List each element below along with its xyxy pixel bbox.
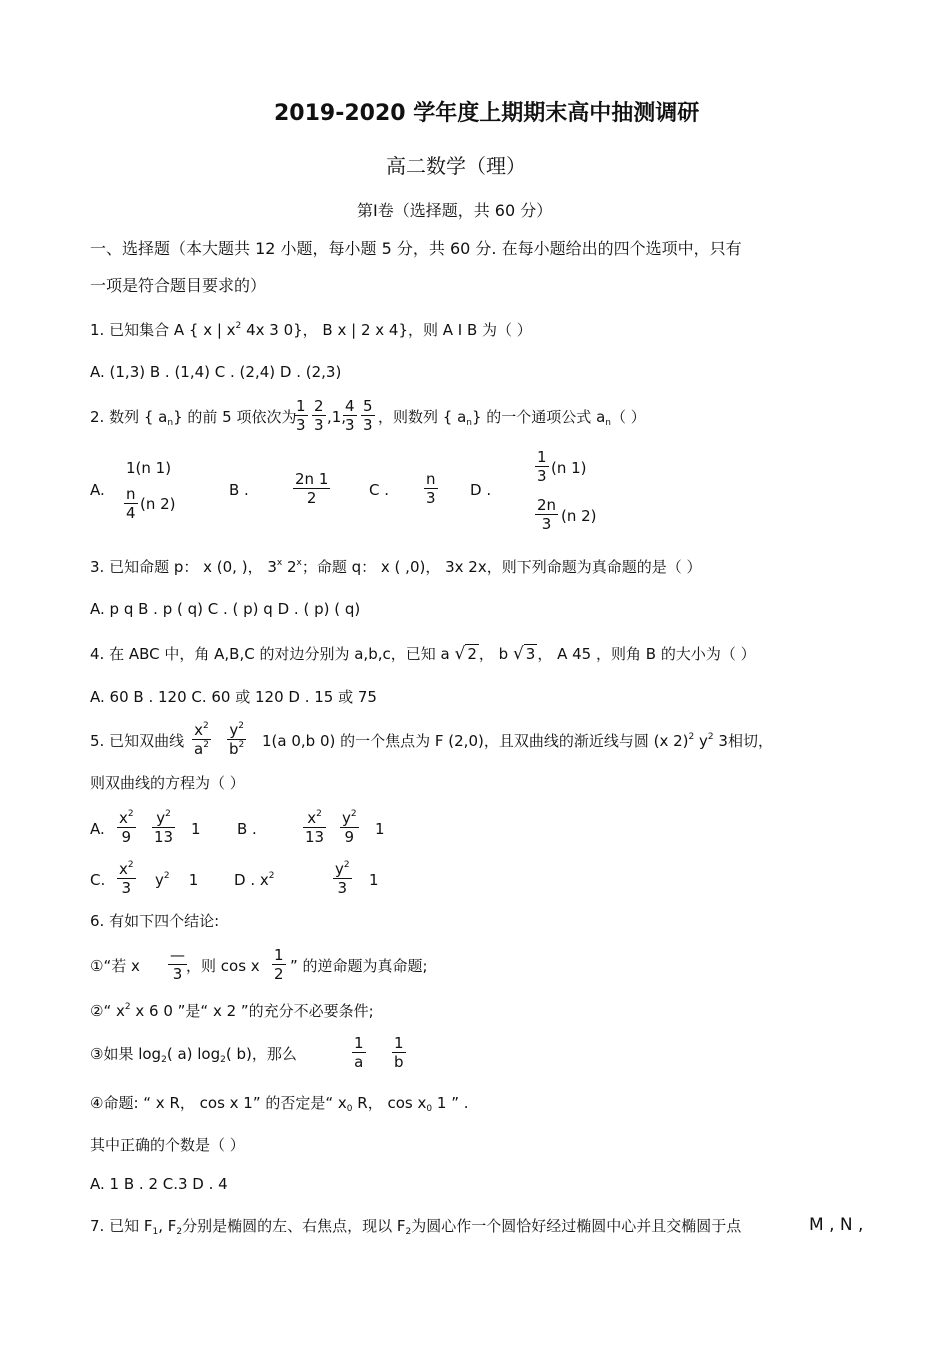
exam-subtitle: 高二数学（理） bbox=[386, 154, 526, 178]
q2-option-a-label: A. bbox=[90, 481, 105, 499]
question-7: 7. 已知 $F_1$, $F_2$分别是椭圆的左、右焦点，现以 $F_2$为圆心作一个圆恰好经过椭圆中心并且交椭圆于点 bbox=[90, 1217, 742, 1237]
q6-statement-2: ②“ $x^2$ x 6 0 ”是“ x 2 ”的充分不必要条件; bbox=[90, 1002, 374, 1020]
q2-option-d-frac2: $\frac{2n}{3}$ bbox=[537, 496, 557, 533]
q6-statement-3-frac1: $\frac{1}{a}$ bbox=[354, 1034, 364, 1071]
q1-stem-a: 1. 已知集合 A { x | x bbox=[90, 321, 236, 339]
q2-term-mid: ,1, bbox=[327, 408, 347, 426]
q2-option-d-top: (n 1) bbox=[551, 459, 587, 477]
q2-term-2: $\frac{2}{3}$ bbox=[314, 397, 324, 434]
q5-option-a-label: A. bbox=[90, 820, 105, 838]
q5-option-a-one: 1 bbox=[191, 820, 201, 838]
q2-term-5: $\frac{5}{3}$ bbox=[363, 397, 373, 434]
q2-option-d-frac1: $\frac{1}{3}$ bbox=[537, 448, 547, 485]
q2-sub-n: n bbox=[167, 418, 174, 428]
q2-stem2: } 的前 5 项依次为 bbox=[173, 408, 297, 426]
q6-count-prompt: 其中正确的个数是（ ） bbox=[90, 1136, 245, 1154]
q1-exp: 2 bbox=[235, 321, 242, 331]
q5-option-d-frac: $\frac{y^2}{3}$ bbox=[335, 860, 350, 897]
q2-option-c-label: C . bbox=[369, 481, 390, 499]
question-7-tail: M , N , bbox=[809, 1215, 864, 1235]
question-5-line2: 则双曲线的方程为（ ） bbox=[90, 774, 245, 792]
q6-options: A. 1 B . 2 C.3 D . 4 bbox=[90, 1175, 228, 1193]
question-2-stem bbox=[90, 407, 296, 427]
q5-option-a-frac2: $\frac{y^2}{13}$ bbox=[154, 809, 174, 846]
q6-statement-3-frac2: $\frac{1}{b}$ bbox=[394, 1034, 404, 1071]
q6-statement-1a: ①“若 x bbox=[90, 957, 140, 975]
section-instructions-2: 一项是符合题目要求的） bbox=[90, 276, 267, 295]
question-4: 4. 在 ABC 中，角 A,B,C 的对边分别为 a,b,c，已知 a √ 2 ， b √ 3 ， A 45 ，则角 B 的大小为（ ） bbox=[90, 644, 756, 664]
section-instructions-1: 一、选择题（本大题共 12 小题，每小题 5 分，共 60 分. 在每小题给出的四个选项中，只有 bbox=[90, 239, 742, 258]
q5-option-c-frac: $\frac{x^2}{3}$ bbox=[119, 860, 134, 897]
q6-statement-3: ③如果 $\log_2$( a) $\log_2$( b)，那么 bbox=[90, 1045, 297, 1065]
question-1 bbox=[90, 320, 532, 340]
q1-options: A. (1,3) B . (1,4) C . (2,4) D . (2,3) bbox=[90, 363, 342, 381]
q1-stem-b: 4x 3 0}， B x | 2 x 4}，则 A I B 为（ ） bbox=[246, 321, 532, 339]
part-heading: 第Ⅰ卷（选择题，共 60 分） bbox=[357, 201, 553, 220]
sqrt-2: √ 2 bbox=[454, 644, 477, 664]
q2-term-4: $\frac{4}{3}$ bbox=[345, 397, 355, 434]
q5-option-d-one: 1 bbox=[369, 871, 379, 889]
q5-option-b-frac2: $\frac{y^2}{9}$ bbox=[342, 809, 357, 846]
q2-option-a-top: 1(n 1) bbox=[126, 459, 172, 477]
q6-statement-1b: ，则 cos x bbox=[186, 957, 260, 975]
q2-option-b-label: B . bbox=[229, 481, 249, 499]
question-3: 3. 已知命题 p： x (0, )， 3$^x$ 2$^x$；命题 q： x ( ,0)， 3x 2x，则下列命题为真命题的是（ ） bbox=[90, 558, 702, 576]
q5-option-d-label: D . $x^2$ bbox=[234, 871, 275, 889]
q5-option-b-frac1: $\frac{x^2}{13}$ bbox=[305, 809, 325, 846]
q2-term-1: $\frac{1}{3}$ bbox=[296, 397, 306, 434]
q2-option-a-bot: (n 2) bbox=[140, 495, 176, 513]
q2-stem: 2. 数列 { a bbox=[90, 408, 168, 426]
q2-option-d-label: D . bbox=[470, 481, 492, 499]
q2-option-c-frac: $\frac{n}{3}$ bbox=[426, 470, 436, 507]
q2-tail: ，则数列 { $a_n$} 的一个通项公式 $a_n$（ ） bbox=[378, 408, 646, 428]
question-5-label: 5. 已知双曲线 bbox=[90, 732, 185, 750]
q5-option-a-frac1: $\frac{x^2}{9}$ bbox=[119, 809, 134, 846]
q5-frac-x: $\frac{x^2}{a^2}$ bbox=[194, 721, 209, 758]
q5-frac-y: $\frac{y^2}{b^2}$ bbox=[229, 721, 245, 758]
q2-option-b-frac: $\frac{2n 1}{2}$ bbox=[295, 470, 329, 507]
q5-option-b-one: 1 bbox=[375, 820, 385, 838]
q4-options: A. 60 B . 120 C. 60 或 120 D . 15 或 75 bbox=[90, 688, 377, 706]
q3-options: A. p q B . p ( q) C . ( p) q D . ( p) ( q) bbox=[90, 600, 361, 618]
q2-option-d-bot: (n 2) bbox=[561, 507, 597, 525]
q5-option-c-y: $y^2$ 1 bbox=[155, 871, 199, 889]
q6-statement-1c: ” 的逆命题为真命题; bbox=[290, 957, 428, 975]
sqrt-3: √ 3 bbox=[512, 644, 536, 664]
q6-statement-4: ④命题: “ x R， cos x 1” 的否定是“ $x_0$ R， $\cos x_0$ 1 ” . bbox=[90, 1094, 469, 1114]
question-5-mid: 1(a 0,b 0) 的一个焦点为 F (2,0)，且双曲线的渐近线与圆 (x 2)$^2$ $y^2$ 3相切， bbox=[262, 732, 773, 750]
q6-statement-1-frac1: — 3 bbox=[170, 946, 185, 983]
exam-title: 2019-2020 学年度上期期末高中抽测调研 bbox=[274, 101, 700, 126]
q5-option-c-label: C. bbox=[90, 871, 106, 889]
q2-option-a-frac: $\frac{n}{4}$ bbox=[126, 485, 136, 522]
q5-option-b-label: B . bbox=[237, 820, 257, 838]
question-6-stem: 6. 有如下四个结论: bbox=[90, 912, 220, 930]
q6-statement-1-frac2: $\frac{1}{2}$ bbox=[274, 946, 284, 983]
